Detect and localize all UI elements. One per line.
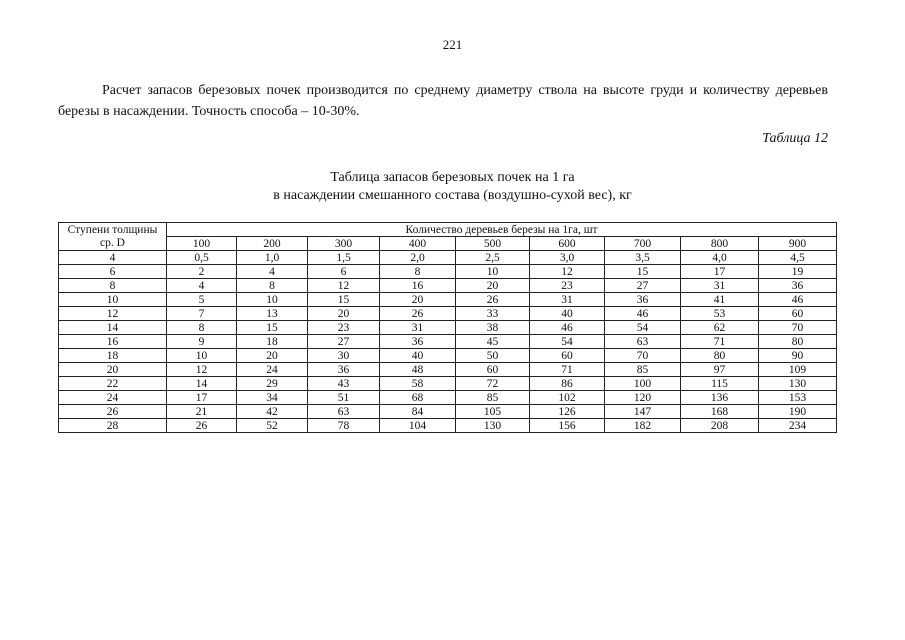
row-label-cell: 4 (59, 251, 167, 265)
table-cell: 36 (605, 293, 681, 307)
table-cell: 234 (759, 419, 837, 433)
table-cell: 38 (456, 321, 530, 335)
table-cell: 36 (759, 279, 837, 293)
table-cell: 130 (456, 419, 530, 433)
table-cell: 102 (530, 391, 605, 405)
table-cell: 31 (681, 279, 759, 293)
table-cell: 12 (530, 265, 605, 279)
table-cell: 4,5 (759, 251, 837, 265)
table-cell: 8 (380, 265, 456, 279)
table-cell: 2 (167, 265, 237, 279)
table-row (59, 363, 837, 377)
table-cell: 4 (237, 265, 308, 279)
table-cell: 136 (681, 391, 759, 405)
row-label-cell: 28 (59, 419, 167, 433)
table-cell: 40 (530, 307, 605, 321)
table-cell: 2,0 (380, 251, 456, 265)
column-header: 800 (681, 237, 759, 251)
table-row (59, 307, 837, 321)
table-cell: 54 (530, 335, 605, 349)
column-header: 700 (605, 237, 681, 251)
row-header-sublabel: ср. D (59, 237, 167, 251)
table-cell: 41 (681, 293, 759, 307)
row-label-cell: 24 (59, 391, 167, 405)
table-body (59, 251, 837, 433)
table-cell: 8 (237, 279, 308, 293)
table-title-line-2: в насаждении смешанного состава (воздушно-сухой вес), кг (273, 188, 632, 203)
table-cell: 51 (308, 391, 380, 405)
table-cell: 100 (605, 377, 681, 391)
row-label-cell: 14 (59, 321, 167, 335)
table-row (59, 279, 837, 293)
table-cell: 46 (530, 321, 605, 335)
table-cell: 97 (681, 363, 759, 377)
table-cell: 0,5 (167, 251, 237, 265)
table-row (59, 391, 837, 405)
table-cell: 8 (167, 321, 237, 335)
table-row (59, 335, 837, 349)
header-row-1 (59, 223, 837, 237)
table-cell: 36 (308, 363, 380, 377)
column-header: 500 (456, 237, 530, 251)
table-cell: 4 (167, 279, 237, 293)
table-cell: 16 (380, 279, 456, 293)
row-label-cell: 18 (59, 349, 167, 363)
table-cell: 46 (605, 307, 681, 321)
table-cell: 60 (530, 349, 605, 363)
table-cell: 168 (681, 405, 759, 419)
table-cell: 60 (456, 363, 530, 377)
table-cell: 1,5 (308, 251, 380, 265)
table-cell: 115 (681, 377, 759, 391)
table-cell: 52 (237, 419, 308, 433)
row-label-cell: 6 (59, 265, 167, 279)
table-cell: 63 (308, 405, 380, 419)
table-cell: 10 (237, 293, 308, 307)
table-cell: 31 (530, 293, 605, 307)
table-cell: 3,0 (530, 251, 605, 265)
table-cell: 1,0 (237, 251, 308, 265)
table-cell: 53 (681, 307, 759, 321)
table-cell: 27 (605, 279, 681, 293)
table-cell: 71 (530, 363, 605, 377)
table-cell: 68 (380, 391, 456, 405)
table-cell: 29 (237, 377, 308, 391)
table-title (0, 169, 905, 205)
group-header: Количество деревьев березы на 1га, шт (167, 223, 837, 237)
table-cell: 23 (530, 279, 605, 293)
table-cell: 15 (237, 321, 308, 335)
column-header: 300 (308, 237, 380, 251)
table-cell: 2,5 (456, 251, 530, 265)
table-cell: 15 (605, 265, 681, 279)
table-cell: 31 (380, 321, 456, 335)
table-cell: 40 (380, 349, 456, 363)
table-cell: 34 (237, 391, 308, 405)
table-cell: 7 (167, 307, 237, 321)
table-cell: 54 (605, 321, 681, 335)
table-cell: 19 (759, 265, 837, 279)
table-row (59, 419, 837, 433)
table-cell: 12 (167, 363, 237, 377)
table-cell: 26 (167, 419, 237, 433)
table-cell: 63 (605, 335, 681, 349)
table-cell: 80 (759, 335, 837, 349)
table-cell: 90 (759, 349, 837, 363)
table-cell: 26 (456, 293, 530, 307)
table-cell: 70 (605, 349, 681, 363)
column-header: 100 (167, 237, 237, 251)
table-cell: 20 (380, 293, 456, 307)
row-label-cell: 26 (59, 405, 167, 419)
column-header: 900 (759, 237, 837, 251)
row-label-cell: 16 (59, 335, 167, 349)
table-cell: 20 (237, 349, 308, 363)
table-cell: 5 (167, 293, 237, 307)
table-cell: 13 (237, 307, 308, 321)
table-cell: 85 (605, 363, 681, 377)
page-number: 221 (442, 37, 463, 52)
table-cell: 50 (456, 349, 530, 363)
table-title-line-1: Таблица запасов березовых почек на 1 га (330, 170, 575, 185)
table-cell: 6 (308, 265, 380, 279)
table-cell: 156 (530, 419, 605, 433)
row-label-cell: 12 (59, 307, 167, 321)
table-cell: 27 (308, 335, 380, 349)
table-cell: 126 (530, 405, 605, 419)
table-cell: 84 (380, 405, 456, 419)
table-cell: 46 (759, 293, 837, 307)
table-cell: 104 (380, 419, 456, 433)
table-cell: 60 (759, 307, 837, 321)
table-cell: 36 (380, 335, 456, 349)
table-cell: 208 (681, 419, 759, 433)
row-label-cell: 22 (59, 377, 167, 391)
table-cell: 105 (456, 405, 530, 419)
table-cell: 85 (456, 391, 530, 405)
table-cell: 17 (167, 391, 237, 405)
table-cell: 20 (456, 279, 530, 293)
table-cell: 86 (530, 377, 605, 391)
table-cell: 24 (237, 363, 308, 377)
table-cell: 147 (605, 405, 681, 419)
table-cell: 33 (456, 307, 530, 321)
table-cell: 182 (605, 419, 681, 433)
table-row (59, 265, 837, 279)
table-cell: 43 (308, 377, 380, 391)
table-cell: 78 (308, 419, 380, 433)
table-row (59, 349, 837, 363)
column-header: 600 (530, 237, 605, 251)
table-cell: 3,5 (605, 251, 681, 265)
header-row-2 (59, 237, 837, 251)
table-cell: 18 (237, 335, 308, 349)
table-cell: 58 (380, 377, 456, 391)
table-cell: 17 (681, 265, 759, 279)
table-cell: 10 (456, 265, 530, 279)
table-cell: 14 (167, 377, 237, 391)
table-cell: 70 (759, 321, 837, 335)
table-cell: 62 (681, 321, 759, 335)
column-header: 400 (380, 237, 456, 251)
table-cell: 109 (759, 363, 837, 377)
table-cell: 23 (308, 321, 380, 335)
table-cell: 15 (308, 293, 380, 307)
table-cell: 9 (167, 335, 237, 349)
table-cell: 71 (681, 335, 759, 349)
table-cell: 45 (456, 335, 530, 349)
table-row (59, 251, 837, 265)
table-cell: 42 (237, 405, 308, 419)
row-label-cell: 10 (59, 293, 167, 307)
table-cell: 10 (167, 349, 237, 363)
table-row (59, 293, 837, 307)
table-row (59, 321, 837, 335)
data-table (58, 222, 837, 433)
row-header-label: Ступени толщины (59, 223, 167, 237)
table-cell: 120 (605, 391, 681, 405)
table-cell: 26 (380, 307, 456, 321)
table-cell: 20 (308, 307, 380, 321)
table-cell: 190 (759, 405, 837, 419)
table-cell: 80 (681, 349, 759, 363)
table-row (59, 377, 837, 391)
table-cell: 72 (456, 377, 530, 391)
row-label-cell: 20 (59, 363, 167, 377)
row-label-cell: 8 (59, 279, 167, 293)
intro-paragraph: Расчет запасов березовых почек производится по среднему диаметру ствола на высоте груди и количеству деревьев березы в насаждении. Точность способа – 10-30%. (58, 83, 828, 119)
column-header: 200 (237, 237, 308, 251)
table-label: Таблица 12 (762, 131, 828, 146)
table-cell: 30 (308, 349, 380, 363)
table-cell: 48 (380, 363, 456, 377)
table-cell: 21 (167, 405, 237, 419)
table-cell: 153 (759, 391, 837, 405)
table-row (59, 405, 837, 419)
table-cell: 12 (308, 279, 380, 293)
table-cell: 130 (759, 377, 837, 391)
table-cell: 4,0 (681, 251, 759, 265)
